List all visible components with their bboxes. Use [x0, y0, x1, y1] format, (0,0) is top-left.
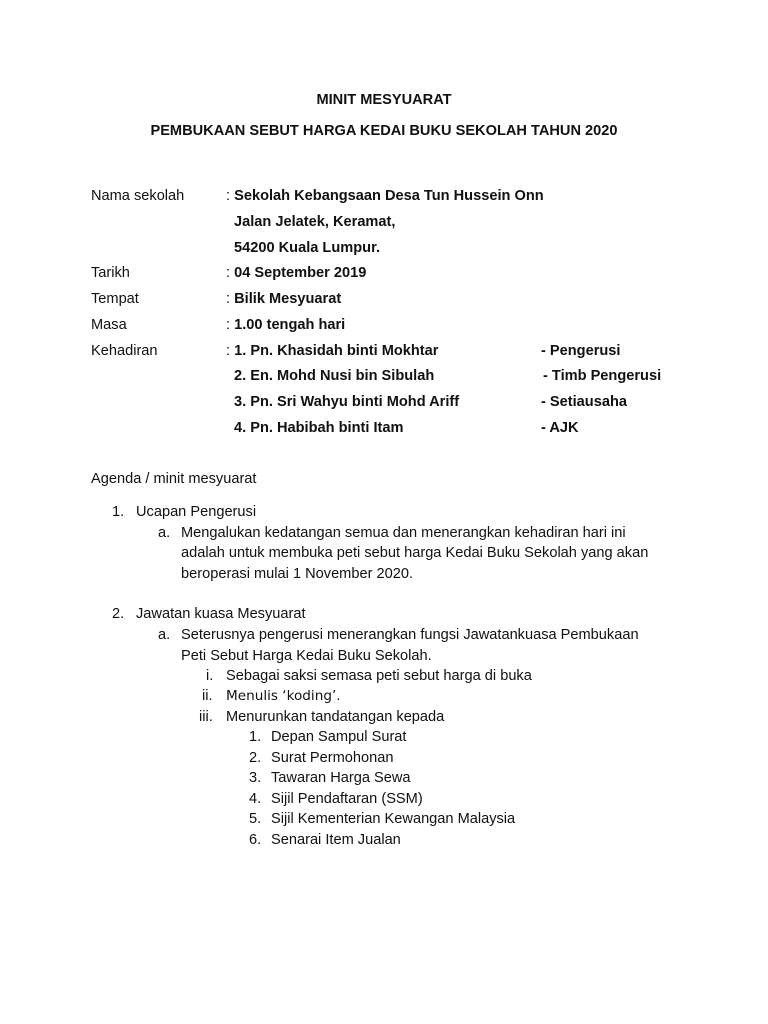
document-subtitle: PEMBUKAAN SEBUT HARGA KEDAI BUKU SEKOLAH TAHUN 2020 [150, 123, 618, 139]
agenda-item-title: Jawatan kuasa Mesyuarat [136, 606, 306, 622]
colon: : [226, 188, 231, 204]
address-line-2: 54200 Kuala Lumpur. [234, 240, 380, 256]
attendee-name: 1. Pn. Khasidah binti Mokhtar [234, 343, 439, 359]
date-value-row [226, 265, 366, 281]
place-label: Tempat [91, 291, 139, 307]
list-roman: ii. [202, 688, 213, 704]
sublist-item: Senarai Item Jualan [271, 832, 401, 848]
school-name: Sekolah Kebangsaan Desa Tun Hussein Onn [234, 188, 544, 204]
attendee-name: 4. Pn. Habibah binti Itam [234, 420, 404, 436]
agenda-text-line: Mengalukan kedatangan semua dan menerangkan kehadiran hari ini [181, 525, 626, 541]
agenda-text-line: Menurunkan tandatangan kepada [226, 709, 445, 725]
attendee-name: 2. En. Mohd Nusi bin Sibulah [234, 368, 435, 384]
attendance-label: Kehadiran [91, 343, 158, 359]
agenda-item-title: Ucapan Pengerusi [136, 504, 257, 520]
colon: : [226, 265, 231, 281]
attendee-role: - Pengerusi [541, 343, 621, 359]
address-line-1: Jalan Jelatek, Keramat, [234, 214, 396, 230]
sublist-item: Sijil Pendaftaran (SSM) [271, 791, 423, 807]
agenda-text-line: adalah untuk membuka peti sebut harga Kedai Buku Sekolah yang akan [181, 545, 649, 561]
sublist-number: 2. [249, 750, 262, 766]
list-number: 1. [112, 504, 125, 520]
agenda-text-line: Sebagai saksi semasa peti sebut harga di buka [226, 668, 532, 684]
school-label: Nama sekolah [91, 188, 185, 204]
agenda-text-line: beroperasi mulai 1 November 2020. [181, 566, 414, 582]
agenda-text-line: Menulis ‘koding’. [226, 688, 341, 704]
time-value-row [226, 317, 345, 333]
list-roman: iii. [199, 709, 213, 725]
school-value [226, 188, 544, 204]
attendee-role: - AJK [541, 420, 579, 436]
place-value: Bilik Mesyuarat [234, 291, 342, 307]
colon: : [226, 317, 231, 333]
sublist-item: Sijil Kementerian Kewangan Malaysia [271, 811, 516, 827]
time-value: 1.00 tengah hari [234, 317, 346, 333]
sublist-number: 4. [249, 791, 262, 807]
agenda-heading: Agenda / minit mesyuarat [91, 471, 257, 487]
place-value-row [226, 291, 341, 307]
time-label: Masa [91, 317, 127, 333]
list-roman: i. [206, 668, 214, 684]
sublist-item: Surat Permohonan [271, 750, 394, 766]
sublist-number: 1. [249, 729, 262, 745]
agenda-text-line: Peti Sebut Harga Kedai Buku Sekolah. [181, 648, 432, 664]
colon: : [226, 343, 231, 359]
list-letter: a. [158, 627, 171, 643]
attendee-role: - Setiausaha [541, 394, 627, 410]
sublist-item: Tawaran Harga Sewa [271, 770, 411, 786]
sublist-number: 5. [249, 811, 262, 827]
sublist-item: Depan Sampul Surat [271, 729, 407, 745]
attendance-row-1 [226, 343, 438, 359]
date-value: 04 September 2019 [234, 265, 367, 281]
agenda-text-line: Seterusnya pengerusi menerangkan fungsi Jawatankuasa Pembukaan [181, 627, 639, 643]
sublist-number: 3. [249, 770, 262, 786]
colon: : [226, 291, 231, 307]
list-letter: a. [158, 525, 171, 541]
date-label: Tarikh [91, 265, 130, 281]
sublist-number: 6. [249, 832, 262, 848]
list-number: 2. [112, 606, 125, 622]
attendee-role: - Timb Pengerusi [543, 368, 662, 384]
attendee-name: 3. Pn. Sri Wahyu binti Mohd Ariff [234, 394, 460, 410]
document-title: MINIT MESYUARAT [316, 92, 452, 108]
